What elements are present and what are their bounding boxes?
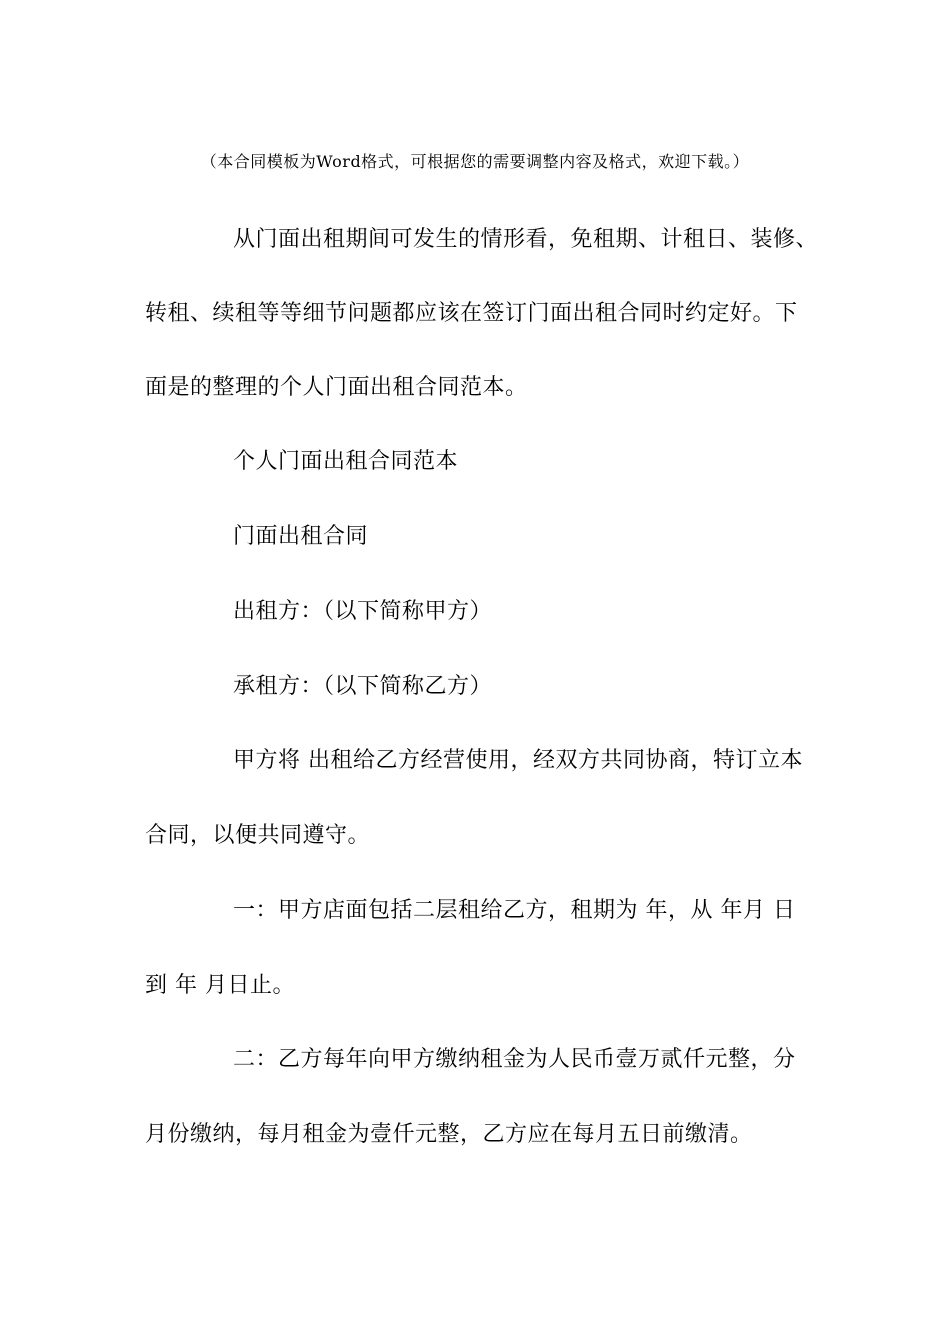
intro-line-3: 面是的整理的个人门面出租合同范本。 (145, 375, 528, 400)
lessor-line: 出租方：（以下简称甲方） (233, 599, 493, 624)
preamble-line-1: 甲方将 出租给乙方经营使用，经双方共同协商，特订立本 (233, 748, 803, 773)
contract-title: 门面出租合同 (233, 524, 369, 549)
clause-2-line-2: 月份缴纳，每月租金为壹仟元整，乙方应在每月五日前缴清。 (145, 1122, 753, 1147)
lessee-line: 承租方：（以下简称乙方） (233, 674, 493, 699)
intro-line-2: 转租、续租等等细节问题都应该在签订门面出租合同时约定好。下 (145, 301, 798, 326)
section-title: 个人门面出租合同范本 (233, 449, 459, 474)
template-notice: （本合同模板为Word格式，可根据您的需要调整内容及格式，欢迎下载。） (200, 152, 750, 171)
intro-line-1: 从门面出租期间可发生的情形看，免租期、计租日、装修、 (233, 227, 819, 252)
preamble-line-2: 合同，以便共同遵守。 (145, 823, 371, 848)
clause-2-line-1: 二：乙方每年向甲方缴纳租金为人民币壹万贰仟元整，分 (233, 1047, 796, 1072)
clause-1-line-2: 到 年 月日止。 (145, 973, 295, 998)
clause-1-line-1: 一：甲方店面包括二层租给乙方，租期为 年，从 年月 日 (233, 898, 796, 923)
